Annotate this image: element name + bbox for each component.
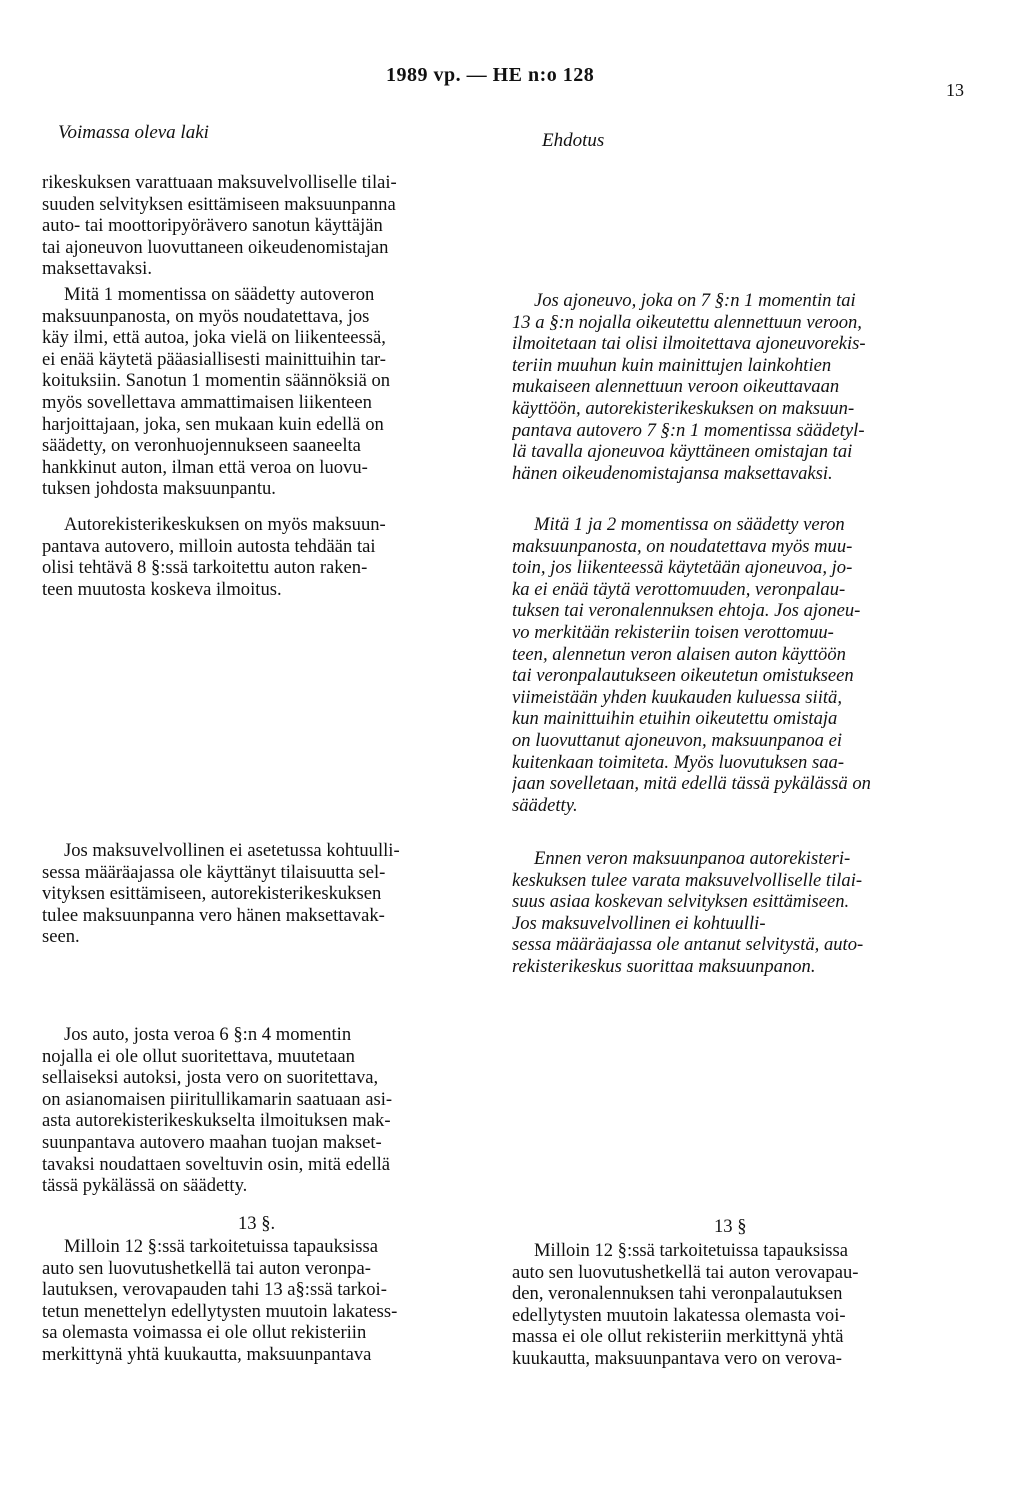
right-block-2 [512, 514, 962, 816]
left-block-2 [42, 284, 490, 500]
text-line: on luovuttanut ajoneuvon, maksuunpanoa ei [512, 729, 842, 751]
text-line: sessa määräajassa ole käyttänyt tilaisuutta sel- [42, 861, 386, 883]
text-line: toin, jos liikenteessä käytetään ajoneuvoa, jo- [512, 557, 853, 579]
text-line: käy ilmi, että autoa, joka vielä on liikenteessä, [42, 327, 386, 349]
text-line: ei enää käytetä pääasiallisesti mainittuihin tar- [42, 348, 386, 370]
text-line: lä tavalla ajoneuvoa käyttäneen omistajan tai [512, 441, 853, 463]
right-block-3 [512, 848, 962, 978]
text-line: maksuunpanosta, on myös noudatettava, jos [42, 305, 370, 327]
text-line: tässä pykälässä on säädetty. [42, 1175, 248, 1197]
text-line: sa olemasta voimassa ei ole ollut rekisteriin [42, 1322, 367, 1344]
text-line: Autorekisterikeskuksen on myös maksuun- [64, 514, 386, 535]
text-line: säädetty, on veronhuojennukseen saaneelta [42, 435, 361, 457]
text-line: teen muutosta koskeva ilmoitus. [42, 578, 282, 600]
left-block-5 [42, 1024, 490, 1197]
text-line: auto sen luovutushetkellä tai auton verovapau- [512, 1261, 859, 1283]
left-column-heading: Voimassa oleva laki [58, 122, 209, 143]
text-line: tuksen tai veronalennuksen ehtoja. Jos ajoneu- [512, 600, 861, 622]
text-line: kun mainittuihin etuihin oikeutettu omistaja [512, 708, 838, 730]
text-line: olisi tehtävä 8 §:ssä tarkoitettu auton raken- [42, 557, 368, 579]
text-line: tetun menettelyn edellytysten muutoin lakatess- [42, 1300, 398, 1322]
text-line: tuksen johdosta maksuunpantu. [42, 478, 276, 500]
text-line: tavaksi noudattaen soveltuvin osin, mitä edellä [42, 1153, 391, 1175]
page-header: 1989 vp. — HE n:o 128 [386, 64, 595, 86]
text-line: massa ei ole ollut rekisteriin merkittynä yhtä [512, 1326, 844, 1348]
text-line: Jos ajoneuvo, joka on 7 §:n 1 momentin tai [534, 290, 856, 311]
left-section-heading: 13 §. [238, 1213, 276, 1234]
text-line: vo merkitään rekisteriin toisen verottomuu- [512, 621, 834, 643]
text-line: rekisterikeskus suorittaa maksuunpanon. [512, 955, 816, 977]
text-line: hänen oikeudenomistajansa maksettavaksi. [512, 462, 833, 484]
text-line: seen. [42, 926, 80, 948]
text-line: mukaiseen alennettuun veroon oikeuttavaan [512, 376, 840, 398]
text-line: Milloin 12 §:ssä tarkoitetuissa tapauksissa [534, 1240, 848, 1261]
text-line: säädetty. [512, 794, 578, 816]
text-line: tai veronpalautukseen oikeutetun omistukseen [512, 665, 854, 687]
text-line: lautuksen, verovapauden tahi 13 a§:ssä tarkoi- [42, 1279, 387, 1301]
left-block-3 [42, 514, 490, 600]
text-line: teen, alennetun veron alaisen auton käyttöön [512, 643, 846, 665]
text-line: merkittynä yhtä kuukautta, maksuunpantava [42, 1343, 372, 1365]
text-line: viimeistään yhden kuukauden kuluessa siitä, [512, 686, 842, 708]
text-line: tai ajoneuvon luovuttaneen oikeudenomistajan [42, 236, 389, 258]
text-line: Ennen veron maksuunpanoa autorekisteri- [534, 848, 851, 869]
text-line: käyttöön, autorekisterikeskuksen on maksuun- [512, 397, 855, 419]
text-line: pantava autovero 7 §:n 1 momentissa säädetyl- [512, 419, 865, 441]
right-column-heading: Ehdotus [542, 130, 605, 151]
right-block-4 [512, 1240, 962, 1370]
text-line: tulee maksuunpanna vero hänen maksettavak- [42, 904, 385, 926]
right-section-heading: 13 § [714, 1216, 747, 1237]
left-block-6 [42, 1236, 490, 1366]
left-block-1 [42, 172, 490, 280]
text-line: kuitenkaan toimiteta. Myös luovutuksen saa- [512, 751, 845, 773]
text-line: ka ei enää täytä verottomuuden, veronpalau- [512, 578, 846, 600]
text-line: auto sen luovutushetkellä tai auton veronpa- [42, 1257, 371, 1279]
text-line: hankkinut auton, ilman että veroa on luovu- [42, 456, 368, 478]
text-line: teriin muuhun kuin mainittujen lainkohtien [512, 354, 832, 376]
text-line: harjoittajaan, joka, sen mukaan kuin edellä on [42, 413, 384, 435]
text-line: maksettavaksi. [42, 258, 152, 280]
text-line: Mitä 1 momentissa on säädetty autoveron [64, 284, 375, 305]
text-line: suus asiaa koskevan selvityksen esittämiseen. [512, 891, 850, 913]
text-line: asta autorekisterikeskukselta ilmoituksen mak- [42, 1110, 391, 1132]
text-line: ilmoitetaan tai olisi ilmoitettava ajoneuvorekis- [512, 333, 866, 355]
text-line: Milloin 12 §:ssä tarkoitetuissa tapauksissa [64, 1236, 378, 1257]
text-line: keskuksen tulee varata maksuvelvolliselle tilai- [512, 869, 863, 891]
text-line: Jos maksuvelvollinen ei kohtuulli- [512, 912, 766, 934]
text-line: den, veronalennuksen tahi veronpalautuksen [512, 1283, 843, 1305]
text-line: auto- tai moottoripyörävero sanotun käyttäjän [42, 215, 383, 237]
text-line: jaan sovelletaan, mitä edellä tässä pykälässä on [512, 773, 871, 795]
right-block-1 [512, 290, 962, 484]
text-line: myös sovellettava ammattimaisen liikenteen [42, 391, 372, 413]
text-line: maksuunpanosta, on noudatettava myös muu- [512, 535, 853, 557]
text-line: rikeskuksen varattuaan maksuvelvolliselle tilai- [42, 172, 397, 193]
text-line: Mitä 1 ja 2 momentissa on säädetty veron [534, 514, 845, 535]
left-block-4 [42, 840, 490, 948]
page-number: 13 [946, 80, 964, 100]
text-line: edellytysten muutoin lakatessa olemasta voi- [512, 1304, 846, 1326]
text-line: on asianomaisen piiritullikamarin saatuaan asi- [42, 1088, 393, 1110]
text-line: nojalla ei ole ollut suoritettava, muutetaan [42, 1045, 355, 1067]
text-line: koituksiin. Sanotun 1 momentin säännöksiä on [42, 370, 391, 392]
text-line: 13 a §:n nojalla oikeutettu alennettuun veroon, [512, 311, 862, 333]
text-line: Jos maksuvelvollinen ei asetetussa kohtuulli- [64, 840, 400, 861]
text-line: suuden selvityksen esittämiseen maksuunpanna [42, 193, 396, 215]
text-line: kuukautta, maksuunpantava vero on verova- [512, 1347, 842, 1369]
text-line: vityksen esittämiseen, autorekisterikeskuksen [42, 883, 382, 905]
text-line: sellaiseksi autoksi, josta vero on suoritettava, [42, 1067, 379, 1089]
text-line: sessa määräajassa ole antanut selvitystä, auto- [512, 934, 864, 956]
text-line: suunpantava autovero maahan tuojan makset- [42, 1131, 382, 1153]
text-line: Jos auto, josta veroa 6 §:n 4 momentin [64, 1024, 352, 1045]
text-line: pantava autovero, milloin autosta tehdään tai [42, 535, 376, 557]
